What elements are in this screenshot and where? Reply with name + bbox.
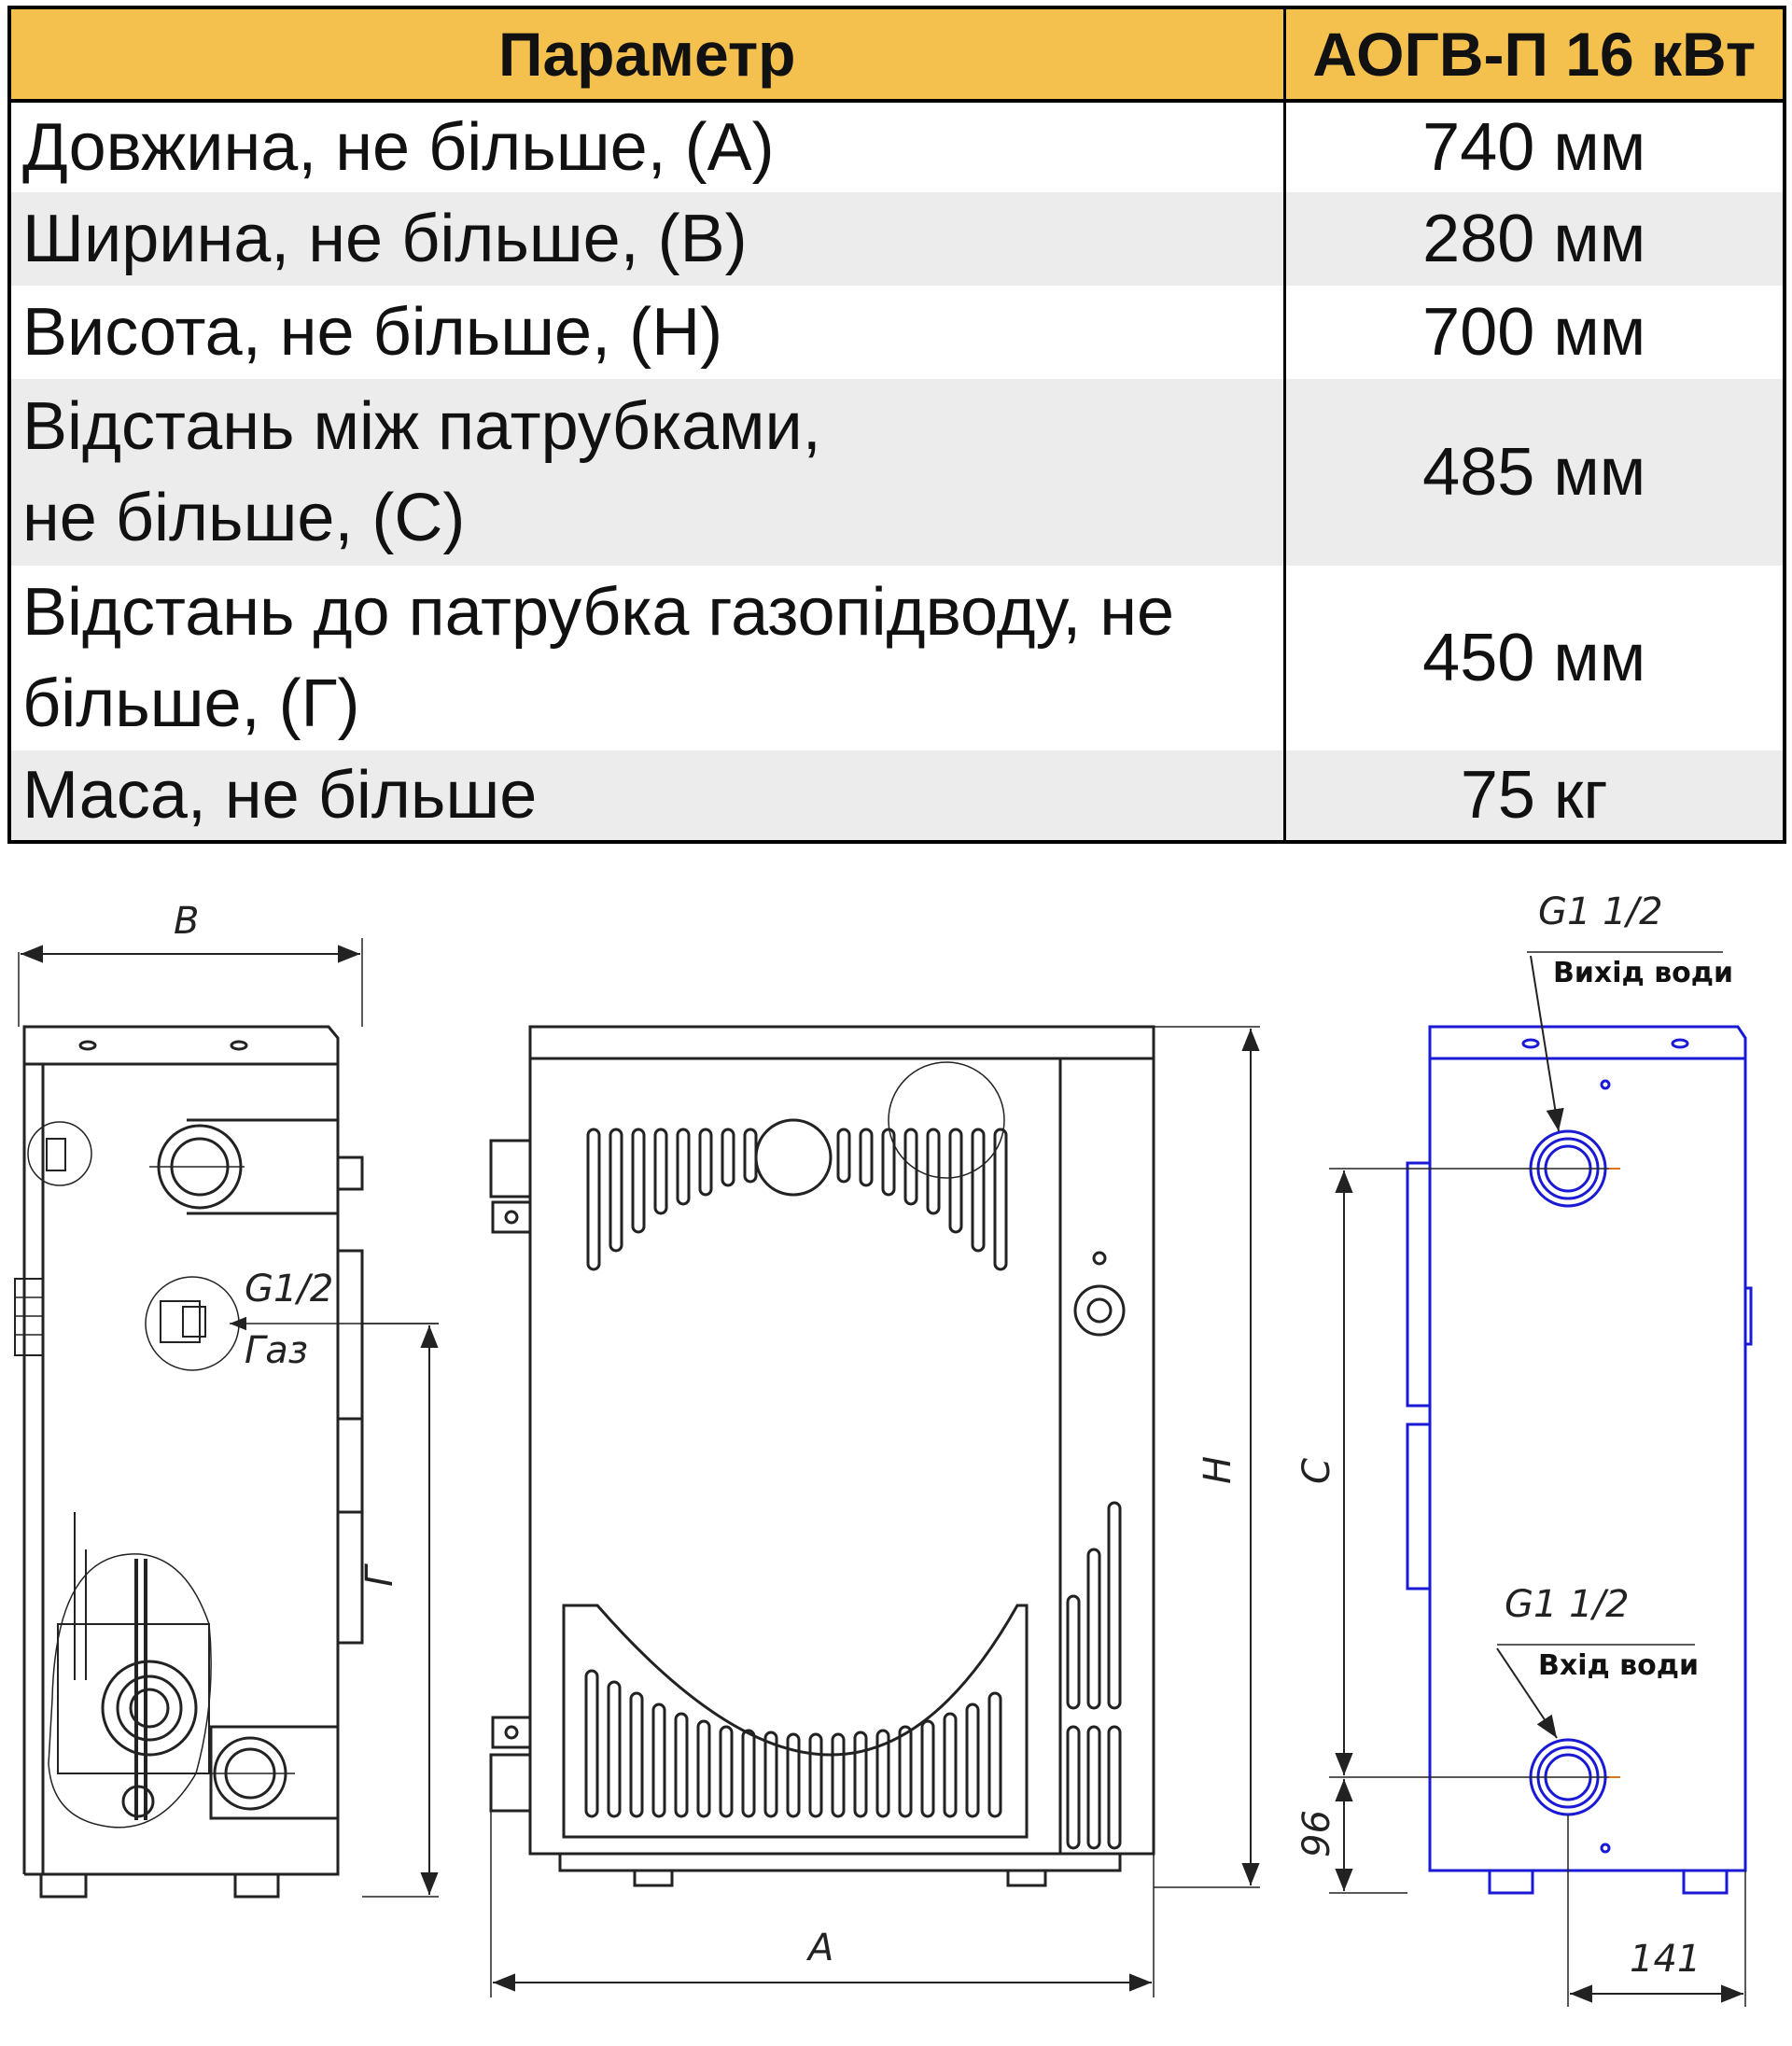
side-view-left	[15, 938, 439, 1897]
outlet-thread-label: G1 1/2	[1538, 890, 1663, 933]
row-value: 450 мм	[1422, 621, 1646, 695]
row-param-line2: більше, (Г)	[22, 666, 360, 741]
row-param	[9, 379, 1284, 566]
dim-96-label: 96	[1295, 1810, 1338, 1857]
row-param-line1: Відстань до патрубка газопідводу, не	[22, 575, 1175, 650]
outlet-label: Вихід води	[1553, 957, 1734, 989]
inlet-label: Вхід води	[1538, 1649, 1700, 1682]
row-param: Ширина, не більше, (В)	[9, 192, 1284, 286]
table-row	[9, 192, 1785, 286]
inlet-thread-label: G1 1/2	[1505, 1583, 1630, 1626]
table-row	[9, 750, 1785, 842]
boiler-drawing	[0, 840, 1792, 2035]
dim-141-label: 141	[1630, 1938, 1701, 1981]
header-model: АОГВ-П 16 кВт	[1284, 7, 1785, 101]
rear-view-annotations	[1329, 952, 1745, 2007]
row-value: 75 кг	[1284, 750, 1785, 842]
dim-c-label: C	[1295, 1458, 1338, 1484]
dim-h-label: H	[1197, 1455, 1239, 1484]
row-value: 700 мм	[1422, 295, 1646, 370]
header-param: Параметр	[9, 7, 1284, 101]
rear-view	[1407, 1027, 1751, 1893]
row-value: 740 мм	[1422, 110, 1646, 185]
row-param	[9, 566, 1284, 750]
dim-a-label: A	[808, 1927, 834, 1969]
row-param: Довжина, не більше, (А)	[9, 101, 1284, 192]
gas-thread-label: G1/2	[245, 1268, 334, 1310]
table-header-row	[9, 7, 1785, 101]
table-row	[9, 101, 1785, 192]
row-param: Маса, не більше	[9, 750, 1284, 842]
row-param-line2: не більше, (С)	[22, 481, 466, 555]
front-view	[491, 1027, 1260, 1997]
table-row	[9, 379, 1785, 566]
table-row	[9, 286, 1785, 379]
row-param: Висота, не більше, (Н)	[9, 286, 1284, 379]
dim-g-label: Г	[358, 1565, 401, 1587]
gas-label: Газ	[245, 1329, 309, 1372]
row-param-line1: Відстань між патрубками,	[22, 389, 821, 464]
row-value: 485 мм	[1284, 379, 1785, 566]
dim-b-label: B	[174, 900, 200, 943]
spec-table	[7, 6, 1786, 844]
table-row	[9, 566, 1785, 750]
row-value: 280 мм	[1284, 192, 1785, 286]
